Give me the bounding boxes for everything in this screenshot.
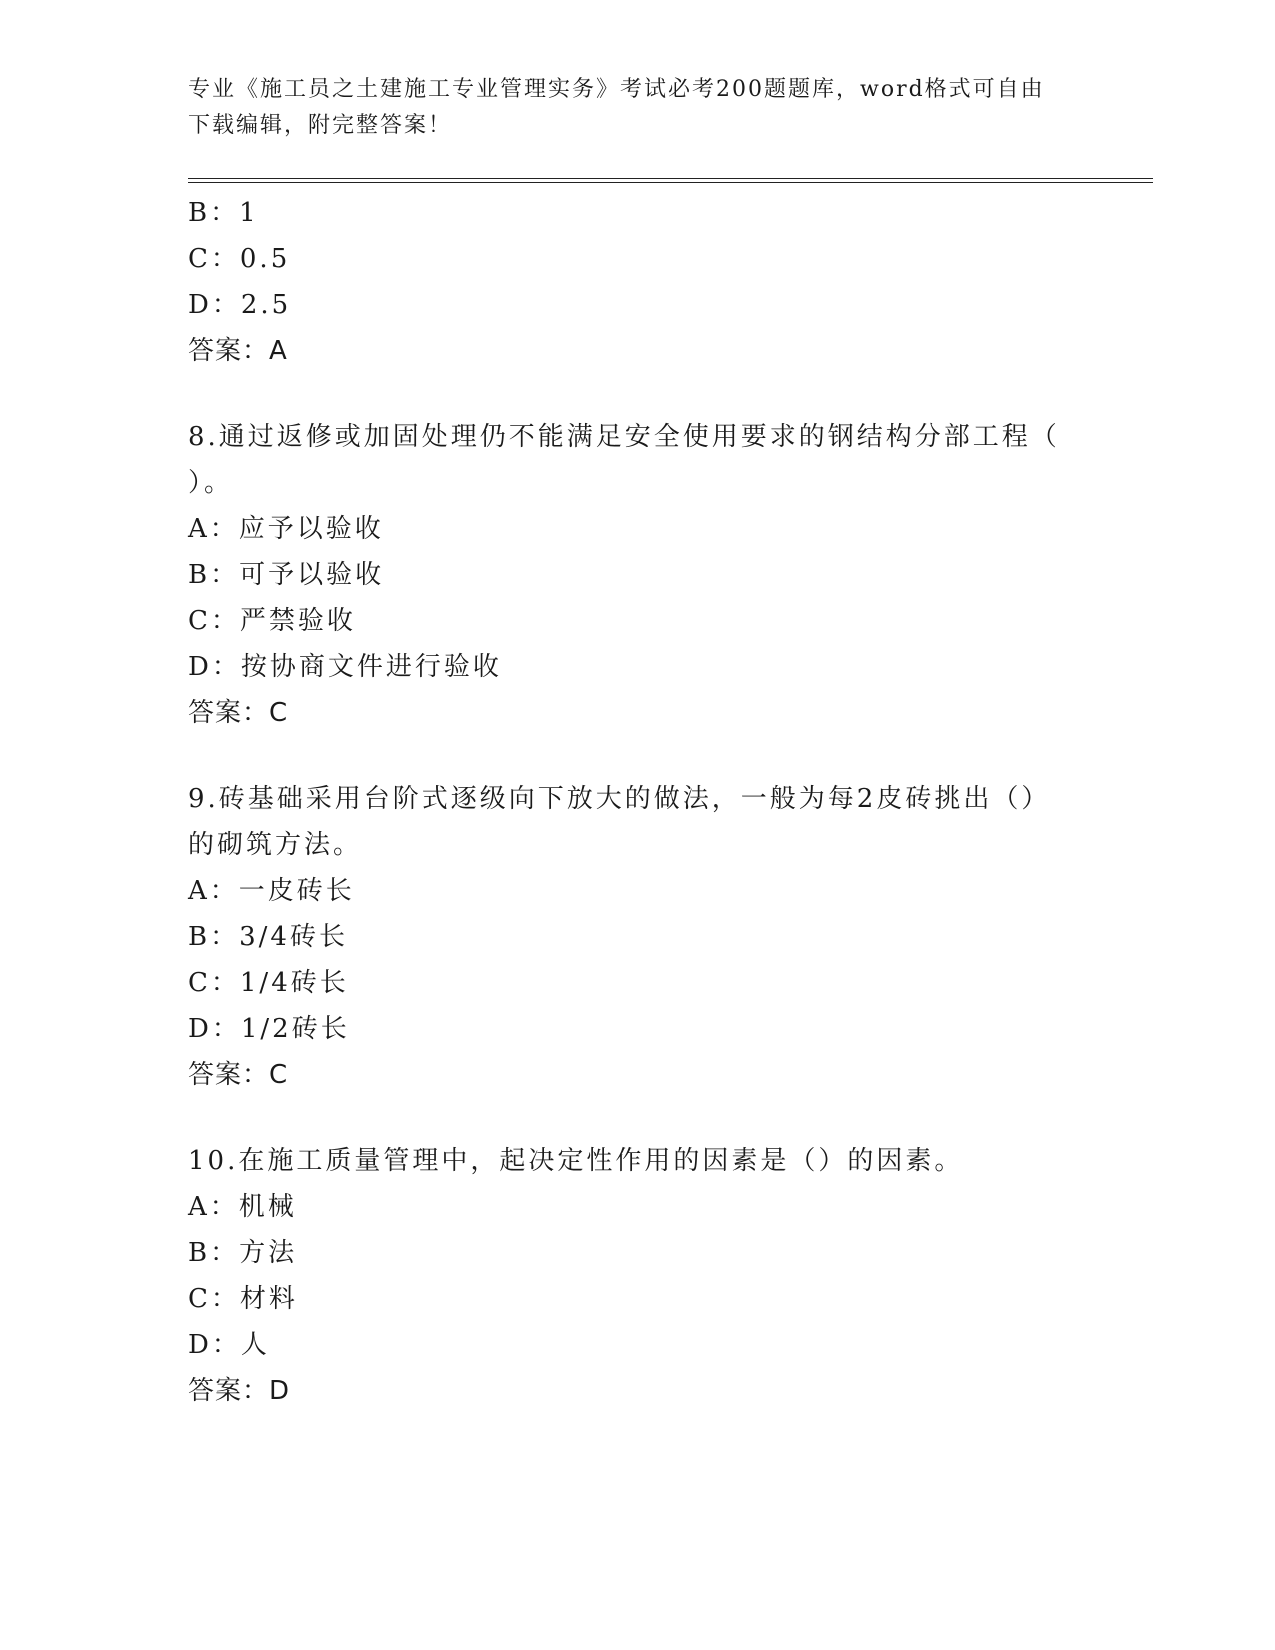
header-divider-top <box>188 178 1153 179</box>
q10-option-b: B：方法 <box>188 1238 298 1268</box>
question-9 <box>188 776 1068 1098</box>
q8-answer: 答案：C <box>188 698 289 728</box>
header-line-1: 专业《施工员之土建施工专业管理实务》考试必考200题题库，word格式可自由 <box>188 77 1045 102</box>
document-body <box>188 190 1068 1414</box>
q8-stem-line-2: ）。 <box>188 468 234 498</box>
q7-option-b: B：1 <box>188 198 259 228</box>
spacer <box>188 374 1068 414</box>
q8-stem-line-1: 8.通过返修或加固处理仍不能满足安全使用要求的钢结构分部工程（ <box>188 422 1060 452</box>
q9-stem-line-2: 的砌筑方法。 <box>188 830 363 860</box>
question-8 <box>188 414 1068 736</box>
q9-stem-line-1: 9.砖基础采用台阶式逐级向下放大的做法，一般为每2皮砖挑出（） <box>188 784 1051 814</box>
q7-answer: 答案：A <box>188 336 288 366</box>
question-7 <box>188 190 1068 374</box>
document-header <box>188 72 1068 144</box>
q7-option-d: D：2.5 <box>188 290 292 320</box>
q8-option-a: A：应予以验收 <box>188 514 384 544</box>
question-10 <box>188 1138 1068 1414</box>
q9-option-a: A：一皮砖长 <box>188 876 355 906</box>
q9-option-c: C：1/4砖长 <box>188 968 349 998</box>
q10-option-d: D：人 <box>188 1330 270 1360</box>
q10-option-a: A：机械 <box>188 1192 297 1222</box>
header-line-2: 下载编辑，附完整答案！ <box>188 113 453 138</box>
q10-stem-line-1: 10.在施工质量管理中，起决定性作用的因素是（）的因素。 <box>188 1146 964 1176</box>
q7-option-c: C：0.5 <box>188 244 291 274</box>
q10-option-c: C：材料 <box>188 1284 298 1314</box>
spacer <box>188 1098 1068 1138</box>
q9-option-d: D：1/2砖长 <box>188 1014 350 1044</box>
q9-answer: 答案：C <box>188 1060 289 1090</box>
q8-option-c: C：严禁验收 <box>188 606 356 636</box>
q9-option-b: B：3/4砖长 <box>188 922 348 952</box>
q8-option-b: B：可予以验收 <box>188 560 385 590</box>
q8-option-d: D：按协商文件进行验收 <box>188 652 502 682</box>
spacer <box>188 736 1068 776</box>
q10-answer: 答案：D <box>188 1376 291 1406</box>
header-divider-bottom <box>188 182 1153 183</box>
